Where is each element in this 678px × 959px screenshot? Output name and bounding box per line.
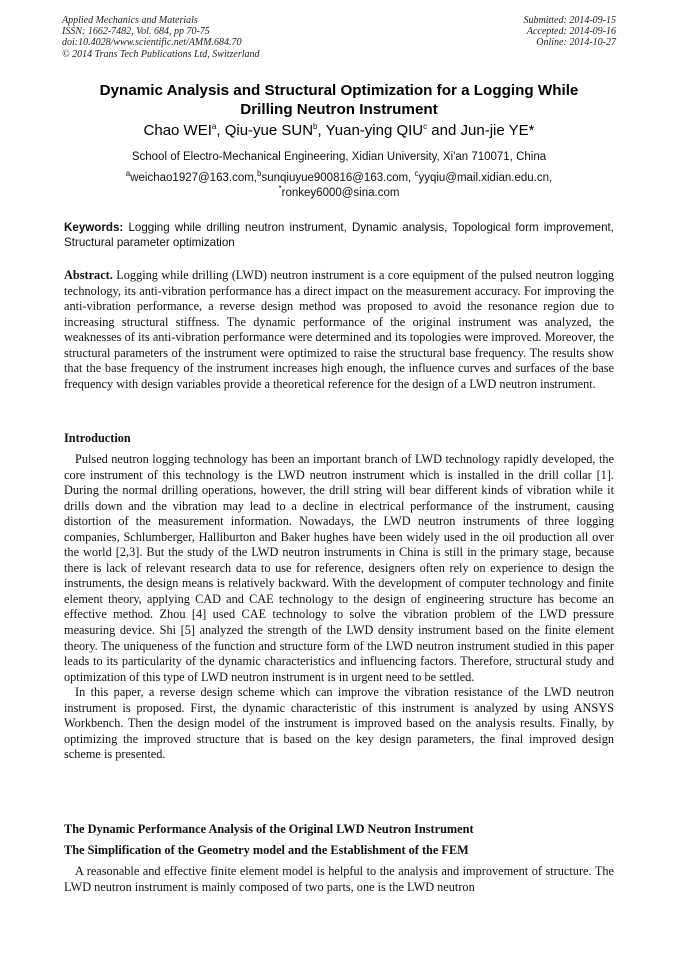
title-line-1: Dynamic Analysis and Structural Optimization for a Logging While [99,82,579,99]
abstract-block [64,268,614,392]
author-mark: a [211,122,217,131]
journal-name: Applied Mechanics and Materials [62,15,198,26]
accepted-date: Accepted: 2014-09-16 [526,26,616,38]
author-name: Jun-jie YE* [460,122,535,139]
title-line-2: Drilling Neutron Instrument [240,100,438,118]
keywords-label: Keywords: [64,221,124,234]
email-corresponding: ronkey6000@sina.com [281,187,400,199]
journal-header-left [62,15,260,60]
copyright-line: © 2014 Trans Tech Publications Ltd, Switzerland [62,48,260,60]
intro-paragraph-2: In this paper, a reverse design scheme which can improve the vibration resistance of the LWD neutron instrument is proposed. First, the dynamic characteristic of this instrument is analyzed by using ANSYS Workbench. Then the design model of the instrument is improved based on the analysis results. Finally, by optimizing the improved structure that is based on the key design parameters, the final improved design scheme is presented. [64,685,614,762]
introduction-heading: Introduction [64,431,131,445]
section-body [64,864,614,895]
author-name: Yuan-ying QIU [325,122,424,139]
affiliation: School of Electro-Mechanical Engineering, Xidian University, Xi'an 710071, China [131,151,547,163]
issn-line: ISSN: 1662-7482, Vol. 684, pp 70-75 [62,26,210,38]
journal-header-right [524,15,617,49]
author-separator: and [427,122,461,139]
author-mark: c [423,122,428,131]
author-separator: , [317,122,326,139]
email-mark: b [257,169,262,179]
subsection-heading: The Simplification of the Geometry model and the Establishment of the FEM [64,843,469,857]
author-emails [62,171,616,201]
doi-line: doi:10.4028/www.scientific.net/AMM.684.70 [62,37,242,49]
email-line-1 [62,171,616,186]
author-separator: , [216,122,225,139]
abstract-text: Logging while drilling (LWD) neutron instrument is a core equipment of the pulsed neutron logging technology, its anti-vibration performance has a direct impact on the measurement accuracy. For improving the anti-vibration performance, a reverse design method was proposed to avoid the resonance region due to increasing structural stiffness. The dynamic performance of the original instrument was analyzed, the weaknesses of its anti-vibration performance were determined and its topologies were improved. Moreover, the structural parameters of the instrument were optimized to raise the structural base frequency. The results show that the base frequency of the instrument increases high enough, the influence curves and surfaces of the base frequency with design variables provide a theoretical reference for the design of a LWD neutron instrument. [64,268,614,391]
keywords-text: Logging while drilling neutron instrument, Dynamic analysis, Topological form improvement, Structural parameter optimization [64,221,614,249]
email-mark: c [414,169,419,179]
intro-paragraph-1: Pulsed neutron logging technology has been an important branch of LWD technology rapidly developed, the core instrument of this technology is the LWD neutron instrument which is installed in the drill collar [1]. During the normal drilling operations, however, the drill string will bear different kinds of vibration while it drills down and the vibration may lead to a decline in electrical performance of the instrument, causing distortion of the measurement information. Nowadays, the LWD neutron instruments of three logging companies, Schlumberger, Halliburton and Baker hughes have been widely used in the oil production all over the world [2,3]. But the study of the LWD neutron instruments in China is still in the primary stage, because there is lack of relevant research data to use for reference, designers often rely on experience to design the instruments, the design means is relatively backward. With the development of computer technology and finite element theory, applying CAD and CAE technology to the design of engineering structure has become an effective method. Zhou [4] used CAE technology to solve the vibration problem of the LWD pressure measuring device. Shi [5] analyzed the strength of the LWD density instrument based on the finite element theory. The uniqueness of the function and structure form of the LWD neutron instrument studied in this paper leads to its particularity of the dynamic characteristics and influencing factors. Therefore, structural study and optimization of this type of LWD neutron instrument is in urgent need to be settled. [64,452,614,684]
submitted-date: Submitted: 2014-09-15 [523,15,616,26]
author-mark: b [313,122,318,131]
paper-title [62,82,616,119]
email-c: yyqiu@mail.xidian.edu.cn, [418,172,553,184]
email-mark: * [278,184,282,194]
abstract-label: Abstract. [64,268,113,282]
email-mark: a [125,169,131,179]
email-b: sunqiuyue900816@163.com, [261,172,412,184]
email-a: weichao1927@163.com, [130,172,257,184]
author-list [62,121,616,141]
section-paragraph-1: A reasonable and effective finite element model is helpful to the analysis and improvement of structure. The LWD neutron instrument is mainly composed of two parts, one is the LWD neutron [64,864,614,894]
author-name: Qiu-yue SUN [224,122,314,139]
introduction-body [64,452,614,763]
email-line-2 [62,186,616,201]
section-heading: The Dynamic Performance Analysis of the Original LWD Neutron Instrument [64,822,474,836]
author-name: Chao WEI [143,122,212,139]
online-date: Online: 2014-10-27 [536,37,616,49]
keywords-block [64,221,614,250]
